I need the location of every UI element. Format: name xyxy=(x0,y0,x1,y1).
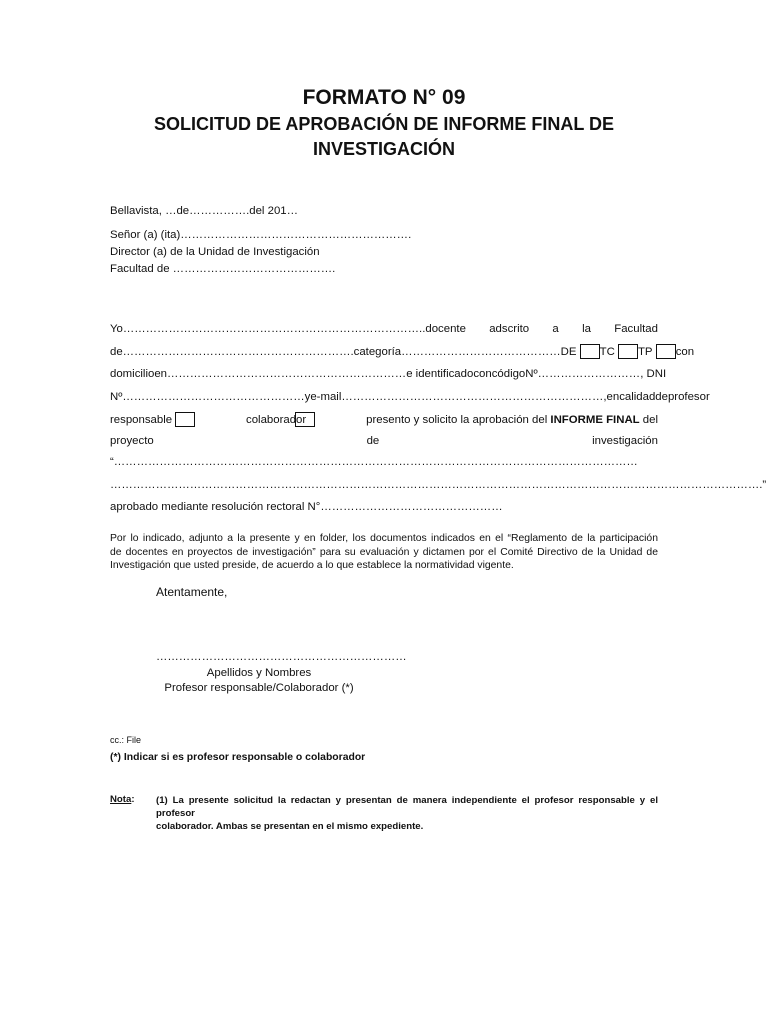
cc-line: cc.: File xyxy=(110,735,142,745)
resolution-line: aprobado mediante resolución rectoral N°………………………………………… xyxy=(110,501,503,513)
signer-names-label: Apellidos y Nombres xyxy=(206,667,312,679)
body-word: adscrito xyxy=(489,323,530,335)
tc-label: TC xyxy=(599,345,615,358)
director-line: Director (a) de la Unidad de Investigación xyxy=(110,246,320,258)
category-text: de…………………………………………………….categoría……………………………………DE xyxy=(110,345,577,358)
paragraph-line: Investigación que usted preside, de acuerdo a lo que establece la normatividad vigente. xyxy=(110,560,514,571)
form-subtitle-line2: INVESTIGACIÓN xyxy=(312,139,455,159)
tc-group xyxy=(600,344,638,359)
paragraph-line: Por lo indicado, adjunto a la presente y en folder, los documentos indicados en el “Reglamento de la participación xyxy=(110,533,658,544)
body-word: profesor xyxy=(667,391,710,403)
body-word: con xyxy=(473,368,492,380)
de-checkbox[interactable] xyxy=(580,344,600,359)
note-colon: : xyxy=(131,794,135,805)
colaborador-group xyxy=(246,412,315,427)
closing-greeting: Atentamente, xyxy=(156,585,228,599)
body-line-6 xyxy=(110,435,658,447)
paragraph-line: de docentes en proyectos de investigación” para su evaluación y dictamen por el Comité Directivo de la Unidad de xyxy=(110,546,658,558)
body-word: la xyxy=(582,323,591,335)
recipient-line: Señor (a) (ita)……………………………………………………. xyxy=(110,229,412,241)
signer-role-label: Profesor responsable/Colaborador (*) xyxy=(164,682,354,694)
project-title-line-2: ……………………………………………………………………………………………………………………………………………………….” xyxy=(110,479,767,491)
body-word: proyecto xyxy=(110,435,154,447)
project-title-line-1: “………………………………………………………………………………………………………………………… xyxy=(110,456,638,468)
date-line: Bellavista, …de…………….del 201… xyxy=(110,205,299,217)
request-group xyxy=(366,414,658,426)
body-word: en xyxy=(606,391,620,403)
body-line-1 xyxy=(110,323,658,335)
body-line-5 xyxy=(110,412,658,427)
body-line-3 xyxy=(110,368,667,380)
colaborador-label: colaborador xyxy=(246,413,307,426)
form-subtitle-line1: SOLICITUD DE APROBACIÓN DE INFORME FINAL DE xyxy=(153,114,614,134)
body-word: de xyxy=(655,391,668,403)
body-word: e-mail……………………………………………………………, xyxy=(310,391,607,403)
body-word: de xyxy=(366,435,380,447)
body-word: código xyxy=(491,368,526,380)
asterisk-note: (*) Indicar si es profesor responsable o colaborador xyxy=(110,752,366,763)
body-word: domicilio xyxy=(110,368,155,380)
form-title: FORMATO N° 09 xyxy=(302,86,466,109)
note-text xyxy=(156,794,658,833)
body-word: Nº…………………………………………y xyxy=(110,391,311,403)
body-word: en xyxy=(154,368,167,380)
body-word: Facultad xyxy=(614,323,658,335)
responsable-checkbox[interactable] xyxy=(175,412,195,427)
body-word: Yo……………………………………………………………………..docente xyxy=(110,323,466,335)
tp-group xyxy=(638,344,676,359)
body-word: con xyxy=(675,345,695,358)
body-word: a xyxy=(552,323,559,335)
note-label: Nota xyxy=(110,794,132,805)
body-word: investigación xyxy=(592,435,658,447)
body-line-4 xyxy=(110,391,710,403)
category-group xyxy=(110,344,600,359)
note-line: (1) La presente solicitud la redactan y presentan de manera independiente el profesor responsable y el profesor xyxy=(156,795,658,819)
body-word: ………………………, DNI xyxy=(537,368,667,380)
body-word: calidad xyxy=(619,391,656,403)
informe-final-text: INFORME FINAL xyxy=(550,413,640,426)
body-word: ………………………………………………………e identificado xyxy=(166,368,474,380)
body-word: Nº xyxy=(525,368,538,380)
tp-checkbox[interactable] xyxy=(656,344,676,359)
request-text: presento y solicito la aprobación del xyxy=(366,413,548,426)
body-line-2 xyxy=(110,344,695,359)
responsable-group xyxy=(110,412,195,427)
body-word: del xyxy=(642,413,658,426)
attachment-paragraph xyxy=(110,532,658,573)
faculty-line: Facultad de ……………………………………. xyxy=(110,263,336,275)
colaborador-checkbox[interactable] xyxy=(295,412,315,427)
signature-line: ………………………………………………………… xyxy=(156,651,407,663)
tc-checkbox[interactable] xyxy=(618,344,638,359)
note-line: colaborador. Ambas se presentan en el mismo expediente. xyxy=(156,821,424,832)
responsable-label: responsable xyxy=(110,413,173,426)
note-label-group xyxy=(110,794,135,805)
tp-label: TP xyxy=(637,345,653,358)
